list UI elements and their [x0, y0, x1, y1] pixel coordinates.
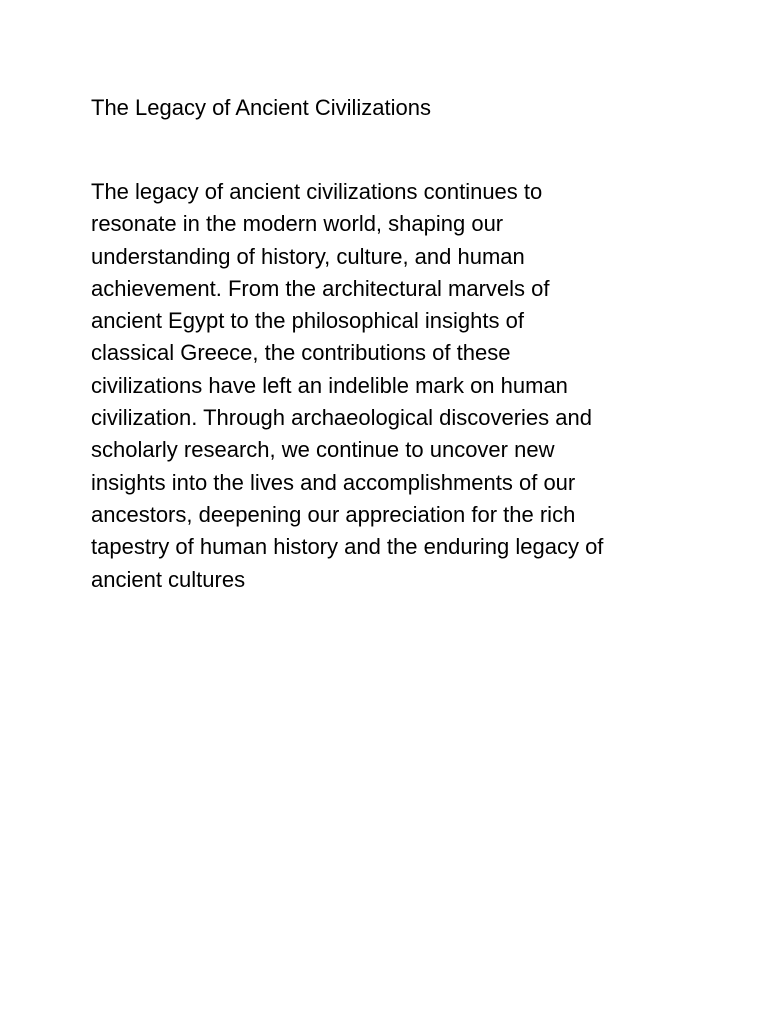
body-line: tapestry of human history and the enduring legacy of — [91, 534, 604, 560]
body-line: scholarly research, we continue to uncover new — [91, 437, 555, 463]
body-line: achievement. From the architectural marvels of — [91, 275, 550, 301]
body-line: ancestors, deepening our appreciation for the rich — [91, 501, 576, 527]
body-line: The legacy of ancient civilizations continues to — [91, 179, 543, 204]
body-line: civilizations have left an indelible mark on human — [91, 372, 568, 398]
body-line: classical Greece, the contributions of these — [91, 340, 511, 366]
body-line: understanding of history, culture, and human — [91, 243, 525, 269]
document-body-paragraph — [91, 176, 691, 596]
body-line: ancient cultures — [91, 566, 246, 592]
body-line: civilization. Through archaeological discoveries and — [91, 405, 592, 431]
body-line: ancient Egypt to the philosophical insights of — [91, 308, 524, 334]
body-line: insights into the lives and accomplishments of our — [91, 469, 576, 495]
body-line: resonate in the modern world, shaping our — [91, 211, 504, 237]
document-title: The Legacy of Ancient Civilizations — [91, 95, 431, 120]
